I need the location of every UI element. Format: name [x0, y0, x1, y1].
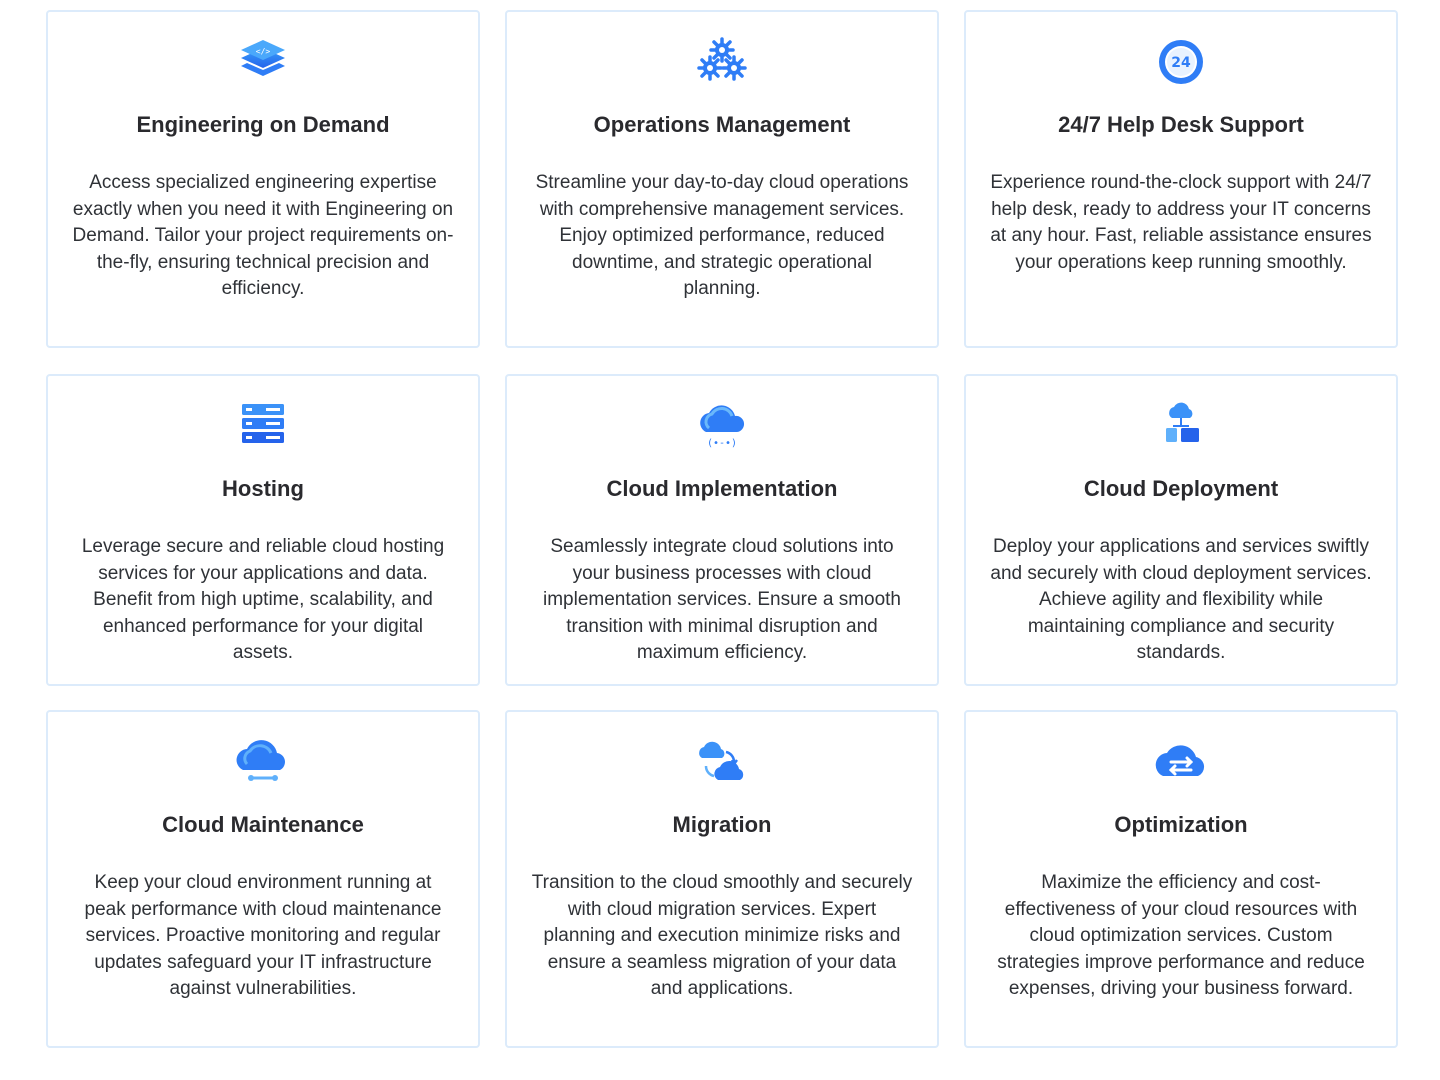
- card-description: Keep your cloud environment running at peak performance with cloud maintenance services. Proactive monitoring and regular updates safeguard your IT infrastructure against vulnerabilities.: [84, 872, 442, 999]
- card-title: Optimization: [1114, 812, 1248, 837]
- card-description: Access specialized engineering expertise exactly when you need it with Engineering on Demand. Tailor your project requirements on-the-fly, ensuring technical precision and efficiency.: [72, 172, 454, 299]
- service-card-cloud-implementation[interactable]: [505, 374, 939, 686]
- service-card-hosting[interactable]: [46, 374, 480, 686]
- card-title: Cloud Maintenance: [162, 812, 364, 837]
- gears-icon: [692, 34, 752, 94]
- server-stack-icon: [233, 398, 293, 458]
- service-card-migration[interactable]: [505, 710, 939, 1048]
- svg-text:</>: </>: [255, 47, 271, 56]
- card-title: Hosting: [222, 476, 304, 501]
- service-card-cloud-maintenance[interactable]: [46, 710, 480, 1048]
- card-description: Deploy your applications and services swiftly and securely with cloud deployment services. Achieve agility and flexibility while maintaining compliance and security standards.: [990, 536, 1372, 663]
- card-description: Transition to the cloud smoothly and securely with cloud migration services. Expert planning and execution minimize risks and ensure a seamless migration of your data and applications.: [531, 872, 913, 999]
- cloud-optimize-icon: [1151, 734, 1211, 794]
- card-title: Cloud Deployment: [1083, 476, 1279, 501]
- card-title: Cloud Implementation: [606, 476, 838, 501]
- service-card-help-desk-support[interactable]: [964, 10, 1398, 348]
- service-card-operations-management[interactable]: [505, 10, 939, 348]
- card-title: Operations Management: [593, 112, 851, 137]
- cloud-code-icon: [692, 398, 752, 458]
- card-title: 24/7 Help Desk Support: [1058, 112, 1304, 137]
- clock-24-icon: [1151, 34, 1211, 94]
- card-description: Experience round-the-clock support with 24/7 help desk, ready to address your IT concerns at any hour. Fast, reliable assistance ensures your operations keep running smoothly.: [990, 172, 1372, 273]
- svg-text:(•-•): (•-•): [706, 438, 738, 449]
- card-title: Engineering on Demand: [136, 112, 390, 137]
- card-description: Streamline your day-to-day cloud operations with comprehensive management services. Enjoy optimized performance, reduced downtime, and strategic operational planning.: [535, 172, 909, 299]
- card-description: Maximize the efficiency and cost-effectiveness of your cloud resources with cloud optimization services. Custom strategies improve performance and reduce expenses, driving your business forward.: [997, 872, 1365, 999]
- card-description: Seamlessly integrate cloud solutions into your business processes with cloud implementation services. Ensure a smooth transition with minimal disruption and maximum efficiency.: [543, 536, 901, 663]
- service-card-cloud-deployment[interactable]: [964, 374, 1398, 686]
- svg-text:24: 24: [1171, 55, 1191, 71]
- cloud-migration-icon: [692, 734, 752, 794]
- service-card-engineering-on-demand[interactable]: [46, 10, 480, 348]
- card-description: Leverage secure and reliable cloud hosting services for your applications and data. Benefit from high uptime, scalability, and enhanced performance for your digital assets.: [81, 536, 445, 663]
- cloud-wrench-icon: [233, 734, 293, 794]
- layers-code-icon: [233, 34, 293, 94]
- cloud-devices-icon: [1151, 398, 1211, 458]
- card-title: Migration: [672, 812, 772, 837]
- service-card-optimization[interactable]: [964, 710, 1398, 1048]
